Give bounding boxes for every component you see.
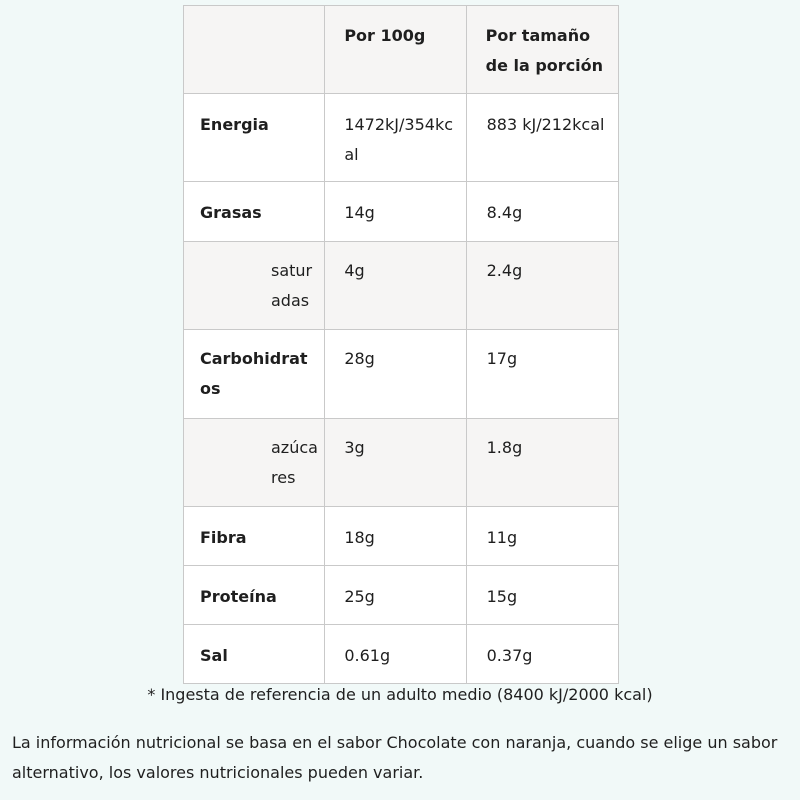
row-sublabel: saturadas [184,242,325,330]
row-label: Energia [184,94,325,182]
row-value-per-portion: 15g [466,566,618,625]
row-value-per-100g: 4g [325,242,466,330]
row-value-per-100g: 28g [325,330,466,419]
row-value-per-100g: 18g [325,507,466,566]
table-row-sal [184,625,619,684]
flavor-info-text: La información nutricional se basa en el sabor Chocolate con naranja, cuando se elige un sabor alternativo, los valores nutricionales pueden variar. [12,733,778,782]
row-value-per-100g: 0.61g [325,625,466,684]
row-label: Sal [184,625,325,684]
row-value-per-100g: 25g [325,566,466,625]
header-label-cell [184,6,325,94]
row-value-per-portion: 883 kJ/212kcal [466,94,618,182]
header-per-portion: Por tamaño de la porción [466,6,618,94]
row-value-per-100g: 3g [325,419,466,507]
row-label: Proteína [184,566,325,625]
table-header-row [184,6,619,94]
row-value-per-portion: 17g [466,330,618,419]
row-label: Grasas [184,182,325,242]
table-row-azucares [184,419,619,507]
row-value-per-100g: 1472kJ/354kcal [325,94,466,182]
table-row-energia [184,94,619,182]
row-label: Fibra [184,507,325,566]
row-value-per-100g: 14g [325,182,466,242]
nutrition-table [183,5,619,684]
row-label: Carbohidratos [184,330,325,419]
row-value-per-portion: 8.4g [466,182,618,242]
row-value-per-portion: 0.37g [466,625,618,684]
table-row-carbohidratos [184,330,619,419]
row-value-per-portion: 1.8g [466,419,618,507]
table-row-grasas [184,182,619,242]
table-row-saturadas [184,242,619,330]
row-value-per-portion: 2.4g [466,242,618,330]
row-sublabel: azúcares [184,419,325,507]
table-row-proteina [184,566,619,625]
row-value-per-portion: 11g [466,507,618,566]
table-row-fibra [184,507,619,566]
reference-intake-footnote: * Ingesta de referencia de un adulto medio (8400 kJ/2000 kcal) [147,685,653,704]
header-per-100g: Por 100g [325,6,466,94]
